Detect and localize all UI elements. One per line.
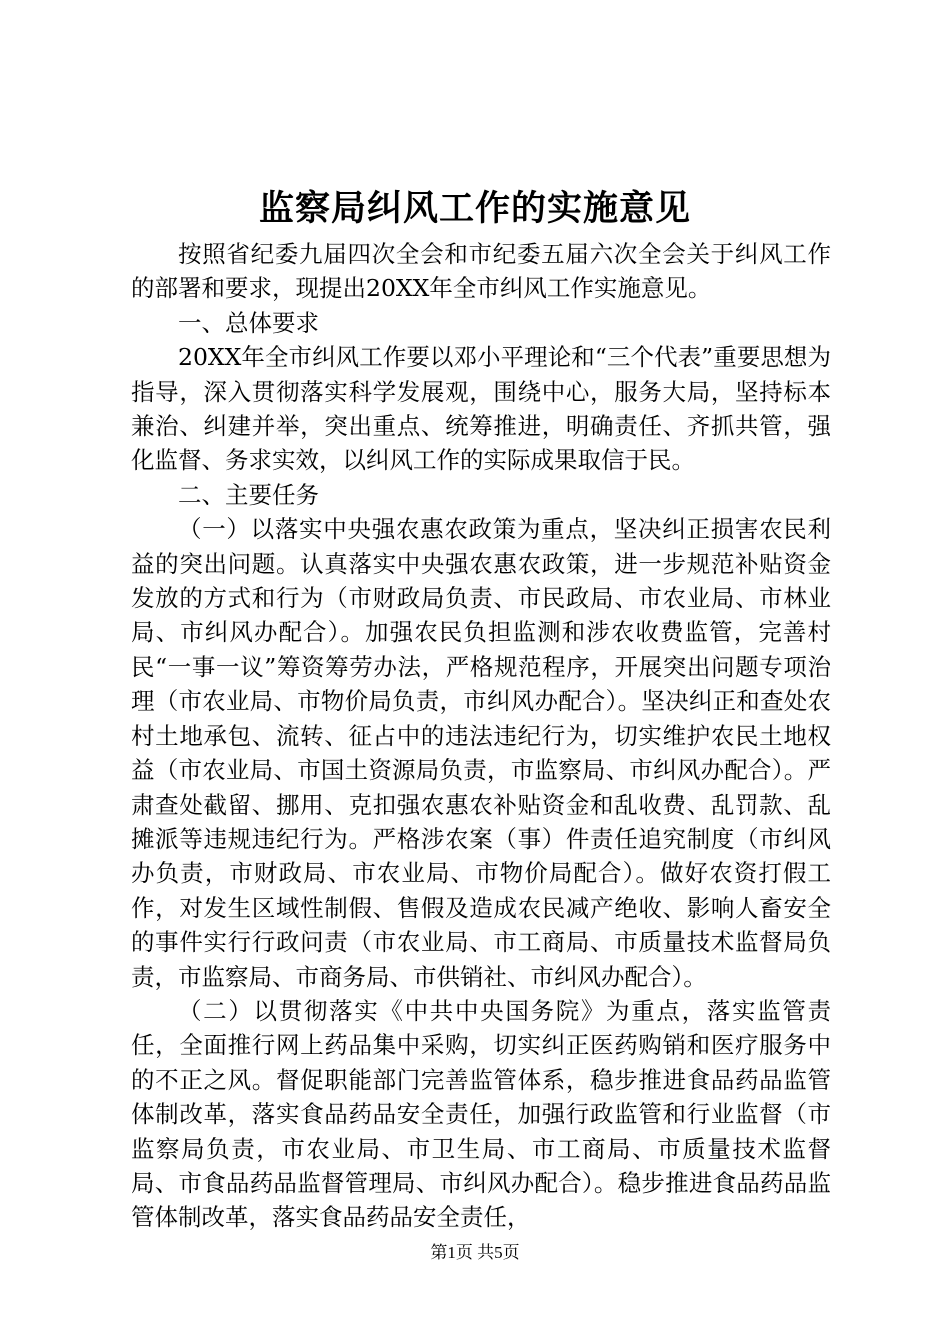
section-heading-tasks: 二、主要任务 <box>178 480 319 509</box>
page-footer: 第1页 共5页 <box>430 1243 520 1262</box>
task-one-paragraph: （一）以落实中央强农惠农政策为重点，坚决纠正损害农民利益的突出问题。认真落实中央强农惠农政策，进一步规范补贴资金发放的方式和行为（市财政局负责、市民政局、市农业局、市林业局、市纠风办配合）。加强农民负担监测和涉农收费监管，完善村民“一事一议”筹资筹劳办法，严格规范程序，开展突出问题专项治理（市农业局、市物价局负责，市纠风办配合）。坚决纠正和查处农村土地承包、流转、征占中的违法违纪行为，切实维护农民土地权益（市农业局、市国土资源局负责，市监察局、市纠风办配合）。严肃查处截留、挪用、克扣强农惠农补贴资金和乱收费、乱罚款、乱摊派等违规违纪行为。严格涉农案（事）件责任追究制度（市纠风办负责，市财政局、市农业局、市物价局配合）。做好农资打假工作，对发生区域性制假、售假及造成农民减产绝收、影响人畜安全的事件实行行政问责（市农业局、市工商局、市质量技术监督局负责，市监察局、市商务局、市供销社、市纠风办配合）。 <box>131 515 831 991</box>
general-requirements-paragraph: 20XX年全市纠风工作要以邓小平理论和“三个代表”重要思想为指导，深入贯彻落实科学发展观，围绕中心，服务大局，坚持标本兼治、纠建并举，突出重点、统筹推进，明确责任、齐抓共管，强化监督、务求实效，以纠风工作的实际成果取信于民。 <box>131 343 831 475</box>
document-title: 监察局纠风工作的实施意见 <box>258 188 691 229</box>
document-body <box>131 237 831 1235</box>
section-heading-general: 一、总体要求 <box>178 308 319 337</box>
intro-paragraph: 按照省纪委九届四次全会和市纪委五届六次全会关于纠风工作的部署和要求，现提出20XX年全市纠风工作实施意见。 <box>131 240 831 303</box>
task-two-paragraph: （二）以贯彻落实《中共中央国务院》为重点，落实监管责任，全面推行网上药品集中采购，切实纠正医药购销和医疗服务中的不正之风。督促职能部门完善监管体系，稳步推进食品药品监管体制改革，落实食品药品安全责任，加强行政监管和行业监督（市监察局负责，市农业局、市卫生局、市工商局、市质量技术监督局、市食品药品监督管理局、市纠风办配合）。稳步推进食品药品监管体制改革，落实食品药品安全责任， <box>131 996 831 1232</box>
